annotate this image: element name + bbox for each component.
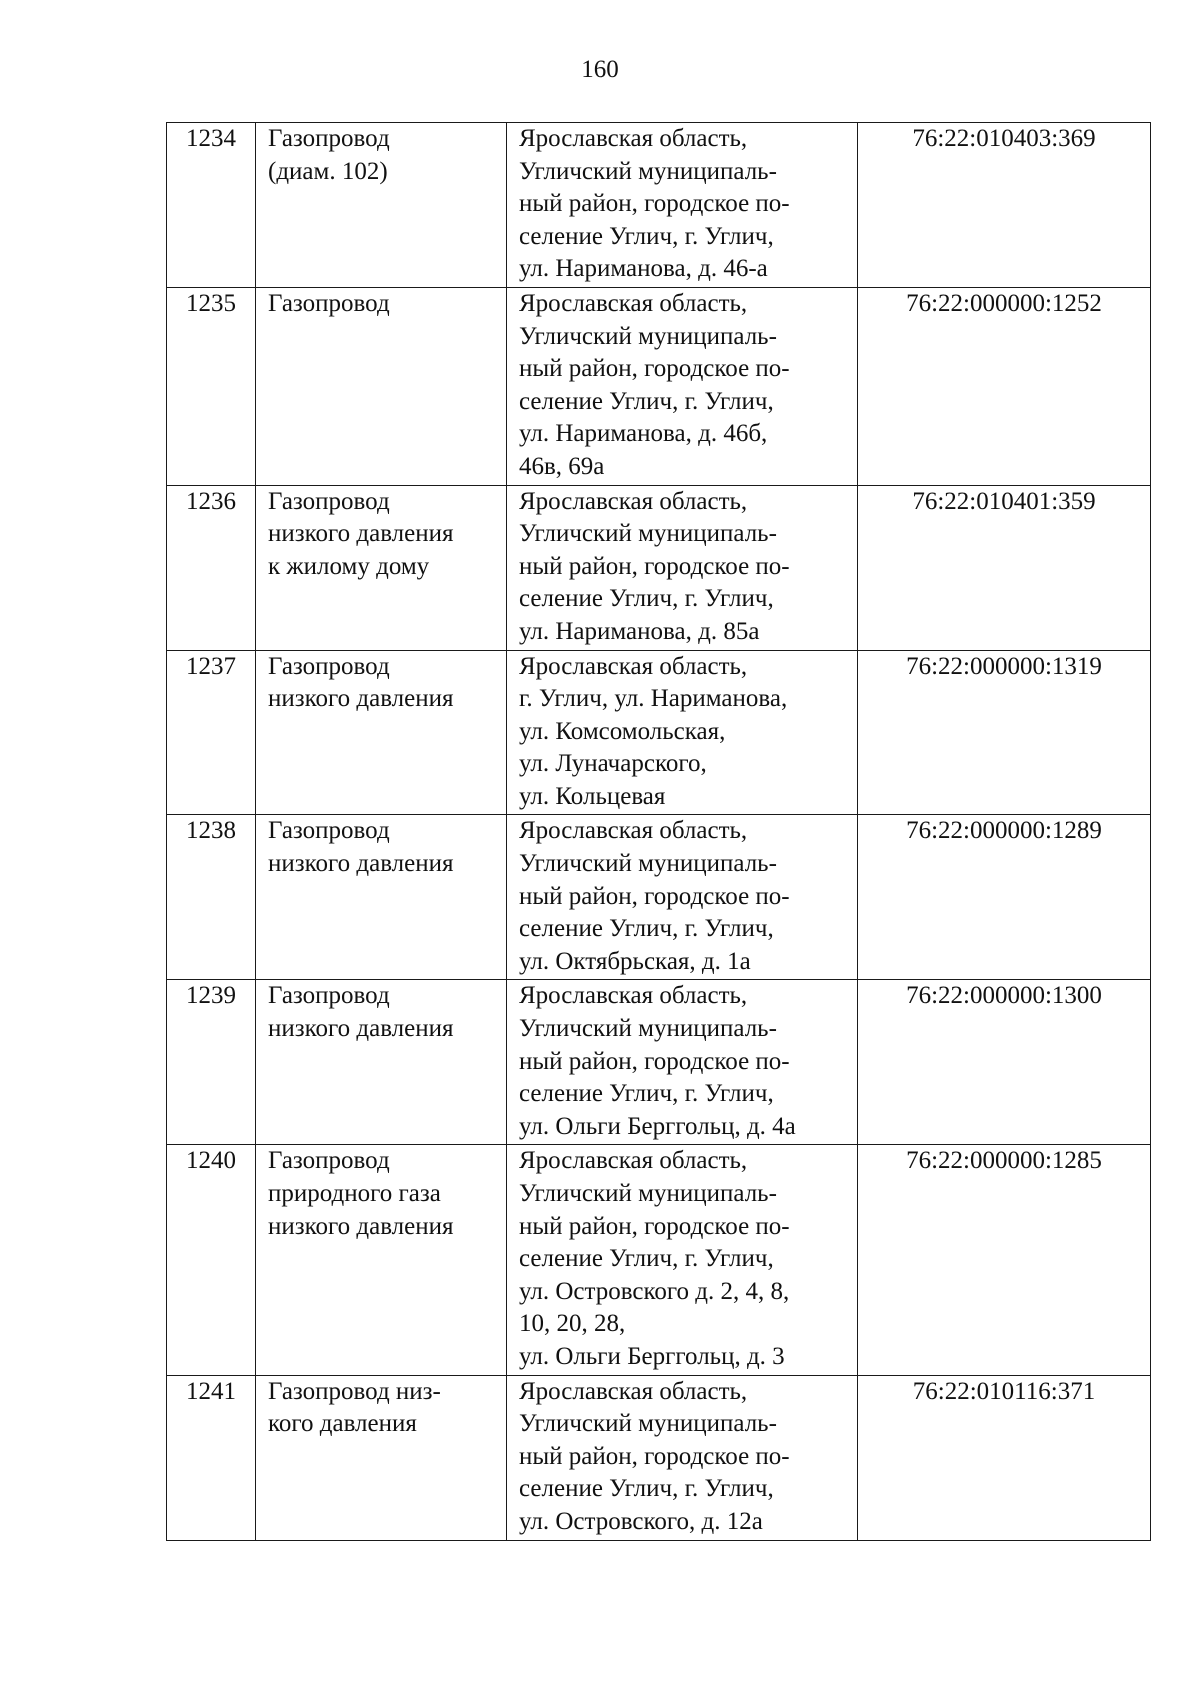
row-number-cell: 1241 [167, 1375, 256, 1540]
address-cell: Ярославская область, Угличский муниципаль- ный район, городское по- селение Углич, г. Углич, ул. Нариманова, д. 46б, 46в, 69а [507, 287, 858, 485]
page-number: 160 [581, 56, 619, 83]
table-row [167, 1145, 1151, 1375]
row-number-cell: 1234 [167, 123, 256, 288]
row-number-cell: 1237 [167, 650, 256, 815]
object-name-cell: Газопровод [256, 287, 507, 485]
object-name-cell: Газопровод природного газа низкого давления [256, 1145, 507, 1375]
address-cell: Ярославская область, Угличский муниципаль- ный район, городское по- селение Углич, г. Углич, ул. Нариманова, д. 85а [507, 485, 858, 650]
cadastral-number-cell: 76:22:010116:371 [858, 1375, 1151, 1540]
address-cell: Ярославская область, Угличский муниципаль- ный район, городское по- селение Углич, г. Углич, ул. Островского, д. 12а [507, 1375, 858, 1540]
row-number-cell: 1240 [167, 1145, 256, 1375]
address-cell: Ярославская область, Угличский муниципаль- ный район, городское по- селение Углич, г. Углич, ул. Ольги Берггольц, д. 4а [507, 980, 858, 1145]
object-name-cell: Газопровод низ- кого давления [256, 1375, 507, 1540]
address-cell: Ярославская область, Угличский муниципаль- ный район, городское по- селение Углич, г. Углич, ул. Нариманова, д. 46-а [507, 123, 858, 288]
object-name-cell: Газопровод низкого давления [256, 650, 507, 815]
object-name-cell: Газопровод низкого давления к жилому дому [256, 485, 507, 650]
row-number-cell: 1236 [167, 485, 256, 650]
registry-table [166, 122, 1151, 1541]
table-row [167, 287, 1151, 485]
cadastral-number-cell: 76:22:000000:1289 [858, 815, 1151, 980]
cadastral-number-cell: 76:22:000000:1252 [858, 287, 1151, 485]
object-name-cell: Газопровод (диам. 102) [256, 123, 507, 288]
table-row [167, 980, 1151, 1145]
cadastral-number-cell: 76:22:000000:1319 [858, 650, 1151, 815]
cadastral-number-cell: 76:22:000000:1300 [858, 980, 1151, 1145]
address-cell: Ярославская область, г. Углич, ул. Нариманова, ул. Комсомольская, ул. Луначарского, ул. Кольцевая [507, 650, 858, 815]
cadastral-number-cell: 76:22:010403:369 [858, 123, 1151, 288]
address-cell: Ярославская область, Угличский муниципаль- ный район, городское по- селение Углич, г. Углич, ул. Островского д. 2, 4, 8, 10, 20, 28, ул. Ольги Берггольц, д. 3 [507, 1145, 858, 1375]
object-name-cell: Газопровод низкого давления [256, 980, 507, 1145]
table-row [167, 123, 1151, 288]
address-cell: Ярославская область, Угличский муниципаль- ный район, городское по- селение Углич, г. Углич, ул. Октябрьская, д. 1а [507, 815, 858, 980]
row-number-cell: 1238 [167, 815, 256, 980]
cadastral-number-cell: 76:22:000000:1285 [858, 1145, 1151, 1375]
row-number-cell: 1239 [167, 980, 256, 1145]
table-row [167, 485, 1151, 650]
table-row [167, 815, 1151, 980]
object-name-cell: Газопровод низкого давления [256, 815, 507, 980]
cadastral-number-cell: 76:22:010401:359 [858, 485, 1151, 650]
table-row [167, 1375, 1151, 1540]
row-number-cell: 1235 [167, 287, 256, 485]
table-row [167, 650, 1151, 815]
